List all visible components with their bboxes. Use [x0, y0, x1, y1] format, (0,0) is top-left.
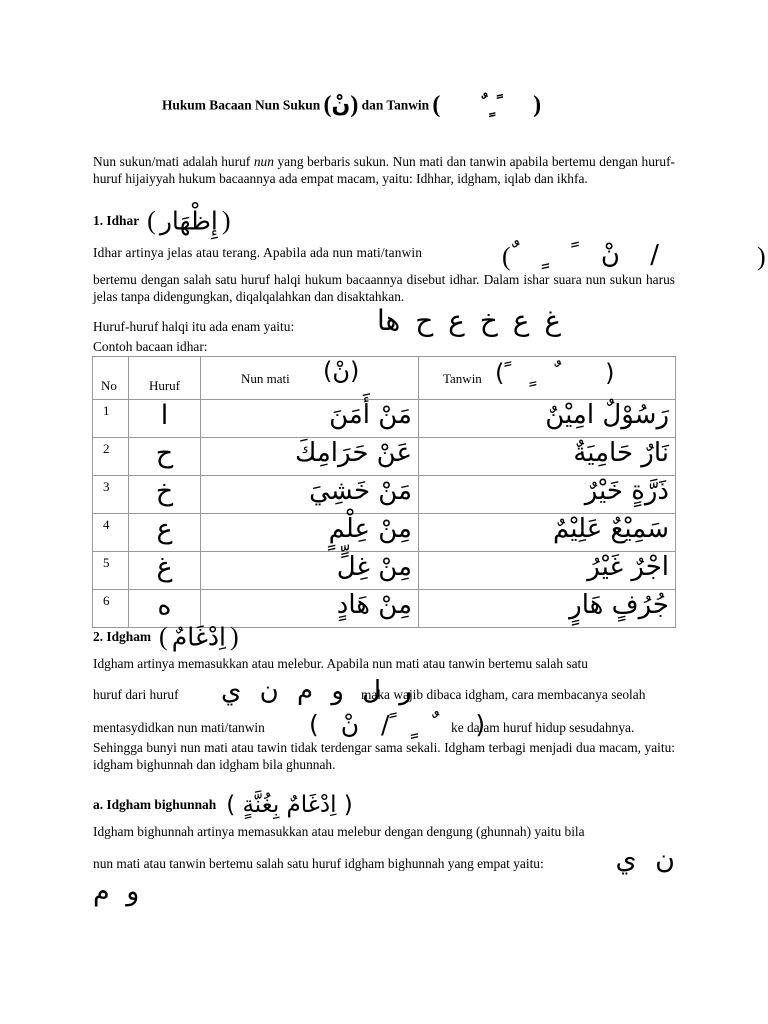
row-huruf: ع	[129, 514, 201, 552]
title-middle: dan Tanwin	[361, 97, 430, 113]
row-nun-example: مِنْ غِلٍّ	[201, 552, 419, 590]
idgham-text-3-start: mentasydidkan nun mati/tanwin	[93, 720, 265, 735]
table-row	[93, 514, 676, 552]
intro-text-b: yang berbaris sukun. Nun mati dan tanwin apabila bertemu dengan huruf-huruf hijaiyyah hukum bacaannya ada empat macam, yaitu: Idhhar, idgham, iqlab dan ikhfa.	[93, 154, 675, 186]
halqi-line	[93, 304, 675, 340]
idgham-paragraph-line1	[93, 656, 675, 673]
idgham-marks: ( نْ / ً ٍ ٌ )	[309, 710, 486, 739]
bighunnah-text-1: Idgham bighunnah artinya memasukkan atau melebur dengan dengung (ghunnah) yaitu bila	[93, 824, 585, 839]
row-huruf: ا	[129, 400, 201, 438]
bighunnah-letters-1: ن ي	[615, 844, 675, 875]
table-header-row	[93, 357, 676, 400]
idhar-marks-close: )	[757, 242, 766, 271]
row-nun-example: مِنْ هَادٍ	[201, 590, 419, 628]
row-tanwin-example: نَارٌ حَامِيَةٌ	[419, 438, 676, 476]
header-no	[93, 357, 129, 400]
idhar-example-table	[92, 356, 676, 628]
title-tanwin-close: )	[533, 92, 542, 118]
row-tanwin-example: جُرُفٍ هَارٍ	[419, 590, 676, 628]
idhar-paragraph-rest	[93, 272, 675, 305]
idhar-marks-open: (	[502, 242, 511, 271]
idgham-heading-label: 2. Idgham	[93, 629, 152, 644]
row-no: 5	[93, 552, 129, 590]
table-row	[93, 400, 676, 438]
title-tanwin-open: (	[432, 92, 441, 118]
idhar-paragraph-line1	[93, 240, 766, 274]
header-tanwin-symbol: ( ً ٍ ٌ )	[495, 359, 615, 387]
idgham-tasydid-line	[93, 712, 675, 742]
header-huruf-label: Huruf	[148, 378, 181, 393]
row-huruf: ه	[129, 590, 201, 628]
idhar-arabic: إِظْهَار	[159, 206, 218, 236]
header-no-label: No	[101, 378, 117, 393]
row-nun-example: مِنْ عِلْمٍ	[201, 514, 419, 552]
row-nun-example: مَنْ أَمَنَ	[201, 400, 419, 438]
row-huruf: خ	[129, 476, 201, 514]
bighunnah-text-2: nun mati atau tanwin bertemu salah satu huruf idgham bighunnah yang empat yaitu:	[93, 856, 544, 871]
idgham-letters-line	[93, 676, 675, 708]
bighunnah-heading-label: a. Idgham bighunnah	[93, 797, 217, 812]
row-tanwin-example: اجْرٌ غَيْرُ	[419, 552, 676, 590]
intro-text-em: nun	[253, 154, 274, 169]
row-huruf: ح	[129, 438, 201, 476]
bighunnah-arabic: ( اِدْغَامٌ بِغُنَّةٍ )	[226, 792, 353, 818]
header-tanwin-label: Tanwin	[443, 371, 482, 386]
idgham-text-2-rest: maka wajib dibaca idgham, cara membacanya seolah	[361, 687, 646, 702]
page-title	[162, 92, 622, 126]
idgham-arabic: اِدْغَامٌ	[171, 622, 226, 652]
title-nun-close: )	[350, 92, 359, 118]
idgham-text-4: Sehingga bunyi nun mati atau tawin tidak terdengar sama sekali. Idgham terbagi menjadi dua macam, yaitu: idgham bighunnah dan idgham bila ghunnah.	[93, 740, 675, 772]
header-nun-mati	[201, 357, 419, 400]
header-nun-mati-label: Nun mati	[241, 371, 290, 386]
idgham-text-1: Idgham artinya memasukkan atau melebur. Apabila nun mati atau tanwin bertemu salah satu	[93, 656, 588, 671]
idhar-close-paren: )	[221, 206, 231, 235]
idhar-heading	[93, 206, 231, 240]
title-nun-open: (	[323, 92, 332, 118]
idgham-paragraph-line4	[93, 740, 675, 773]
row-tanwin-example: ذَرَّةٍ خَيْرٌ	[419, 476, 676, 514]
row-no: 4	[93, 514, 129, 552]
idgham-heading	[93, 622, 239, 656]
idgham-close-paren: )	[229, 622, 239, 651]
header-huruf	[129, 357, 201, 400]
row-no: 6	[93, 590, 129, 628]
idhar-open-paren: (	[147, 206, 156, 235]
row-no: 2	[93, 438, 129, 476]
row-no: 3	[93, 476, 129, 514]
header-tanwin	[419, 357, 676, 400]
idhar-text-start: Idhar artinya jelas atau terang. Apabila ada nun mati/tanwin	[93, 244, 423, 260]
intro-text-a: Nun sukun/mati adalah huruf	[93, 154, 251, 169]
title-prefix: Hukum Bacaan Nun Sukun	[162, 97, 321, 113]
bighunnah-paragraph-line1	[93, 824, 675, 841]
idgham-text-3-rest: ke dalam huruf hidup sesudahnya.	[451, 720, 635, 735]
header-nun-symbol: (نْ)	[323, 357, 360, 385]
table-row	[93, 552, 676, 590]
bighunnah-heading	[93, 792, 353, 826]
title-tanwin-marks: ً ٍ ٌ	[479, 93, 495, 118]
idhar-marks: / نْ ً ٍ ٌ	[512, 240, 659, 270]
contoh-label: Contoh bacaan idhar:	[93, 339, 208, 354]
table-row	[93, 476, 676, 514]
title-nun: نْ	[331, 93, 351, 118]
idhar-heading-label: 1. Idhar	[93, 213, 140, 228]
idhar-text-rest: bertemu dengan salah satu huruf halqi hukum bacaannya disebut idhar. Dalam ishar suara nun sukun harus jelas tanpa didengungkan, diqalqalahkan dan disaktahkan.	[93, 272, 675, 304]
row-nun-example: مَنْ خَشِيَ	[201, 476, 419, 514]
halqi-text: Huruf-huruf halqi itu ada enam yaitu:	[93, 319, 295, 334]
row-huruf: غ	[129, 552, 201, 590]
bighunnah-letters-line	[93, 844, 675, 878]
table-row	[93, 438, 676, 476]
row-no: 1	[93, 400, 129, 438]
table-body	[93, 400, 676, 628]
row-nun-example: عَنْ حَرَامِكَ	[201, 438, 419, 476]
idgham-letters: ر ل و م ن ي	[221, 676, 412, 706]
bighunnah-letters-2: و م	[93, 876, 140, 907]
row-tanwin-example: رَسُوْلٌ امِيْنٌ	[419, 400, 676, 438]
idgham-text-2-start: huruf dari huruf	[93, 687, 179, 702]
idgham-open-paren: (	[159, 622, 168, 651]
row-tanwin-example: سَمِيْعٌ عَلِيْمٌ	[419, 514, 676, 552]
intro-paragraph	[93, 154, 675, 187]
halqi-letters: غ ع خ ع ح ها	[377, 304, 562, 337]
